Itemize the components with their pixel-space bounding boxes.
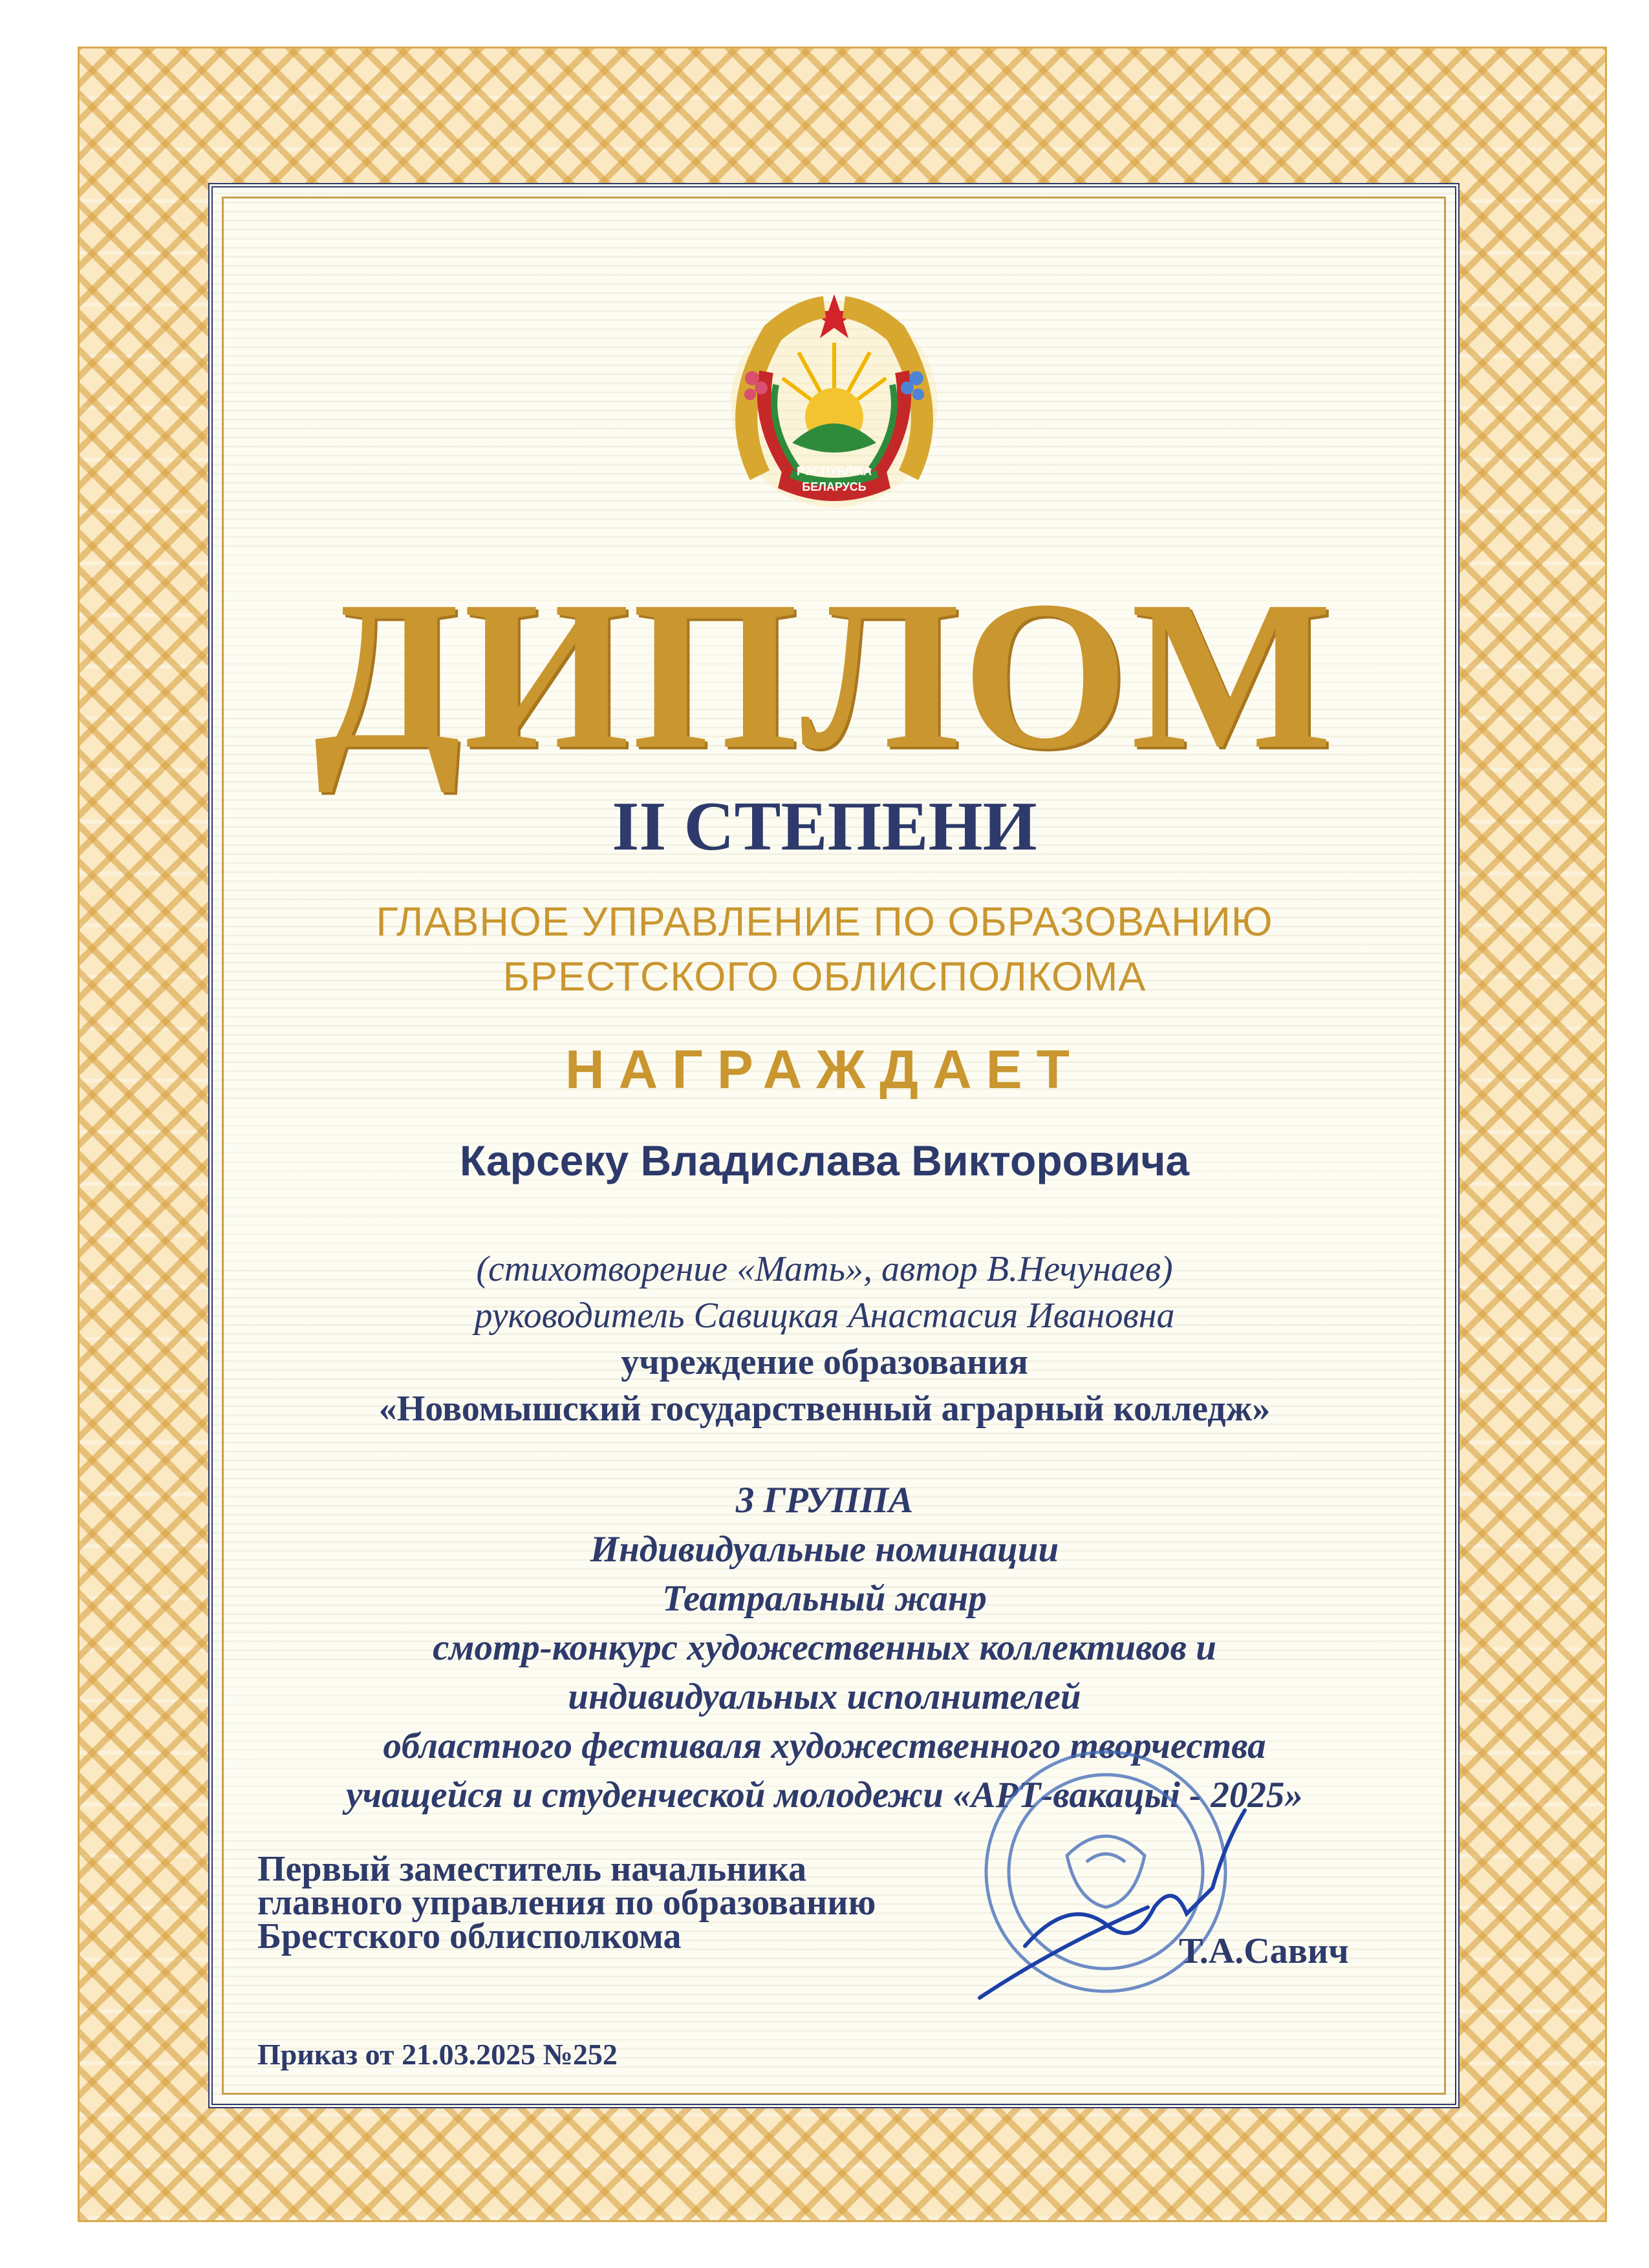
signatory-position <box>257 1849 876 1956</box>
genre-line: Театральный жанр <box>662 1578 987 1619</box>
emblem-ribbon-line2: БЕЛАРУСЬ <box>802 480 867 493</box>
signatory-position-line3: Брестского облисполкома <box>257 1916 682 1956</box>
recipient-name: Карсеку Владислава Викторовича <box>459 1137 1190 1184</box>
group-line: 3 ГРУППА <box>735 1480 914 1521</box>
order-reference: Приказ от 21.03.2025 №252 <box>257 2038 618 2071</box>
official-stamp <box>941 1733 1277 2017</box>
contest-line4: учащейся и студенческой молодежи «АРТ-вакацыі - 2025» <box>346 1775 1303 1815</box>
nomination-line: Индивидуальные номинации <box>590 1529 1059 1570</box>
diploma-title: ДИПЛОМ <box>314 557 1335 793</box>
signatory-position-line1: Первый заместитель начальника <box>257 1849 807 1889</box>
awards-heading: НАГРАЖДАЕТ <box>565 1039 1084 1100</box>
institution-name: «Новомышский государственный аграрный колледж» <box>378 1389 1271 1429</box>
contest-line1: смотр-конкурс художественных коллективов и <box>433 1627 1216 1668</box>
issuer-line2: БРЕСТСКОГО ОБЛИСПОЛКОМА <box>502 954 1147 1000</box>
institution-type: учреждение образования <box>621 1342 1028 1382</box>
contest-line2: индивидуальных исполнителей <box>568 1676 1081 1717</box>
issuer-line1: ГЛАВНОЕ УПРАВЛЕНИЕ ПО ОБРАЗОВАНИЮ <box>376 899 1273 945</box>
signatory-position-line2: главного управления по образованию <box>257 1883 876 1923</box>
contest-line3: областного фестиваля художественного творчества <box>383 1726 1266 1766</box>
work-title: (стихотворение «Мать», автор В.Нечунаев) <box>476 1249 1173 1289</box>
supervisor-line: руководитель Савицкая Анастасия Ивановна <box>474 1296 1175 1336</box>
signatory-name: Т.А.Савич <box>1179 1931 1349 1971</box>
emblem-ribbon-line1: РЭСПУБЛІКА <box>796 465 872 478</box>
state-emblem <box>721 281 947 511</box>
diploma-degree: II СТЕПЕНИ <box>612 788 1037 865</box>
